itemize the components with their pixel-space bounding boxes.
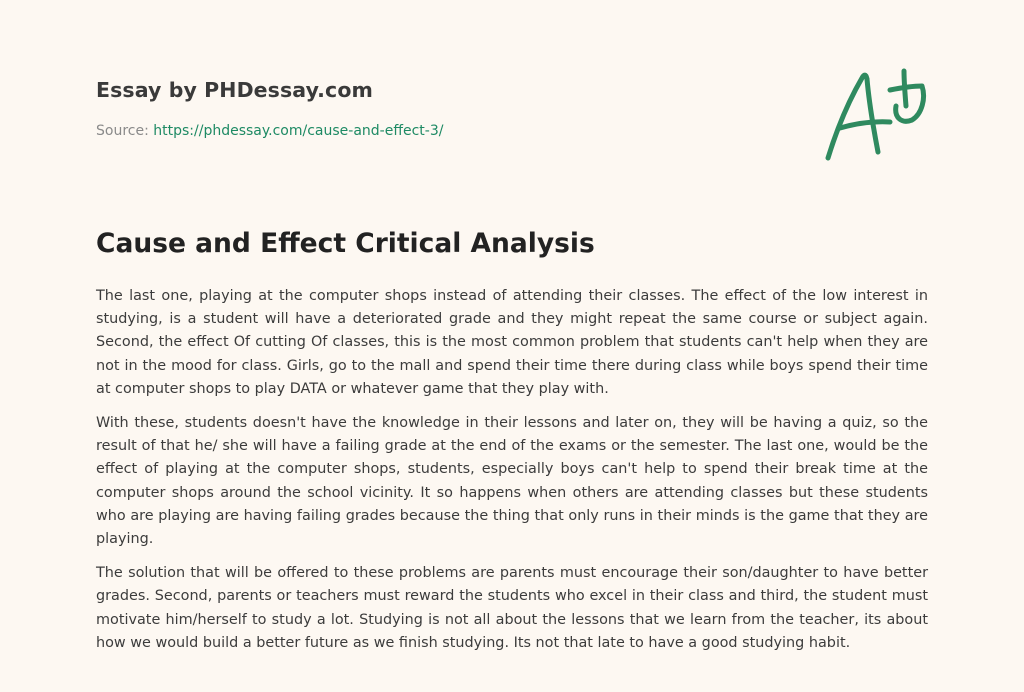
- essay-paragraph: The last one, playing at the computer shops instead of attending their classes. The effect of the low interest in studying, is a student will have a deteriorated grade and they might repeat the same course or subject again. Second, the effect Of cutting Of classes, this is the most common problem that students can't help when they are not in the mood for class. Girls, go to the mall and spend their time there during class while boys spend their time at computer shops to play DATA or whatever game that they play with.: [96, 288, 928, 397]
- essay-paragraph: The solution that will be offered to these problems are parents must encourage their son/daughter to have better grades. Second, parents or teachers must reward the students who excel in their class and third, the student must motivate him/herself to study a lot. Studying is not all about the lessons that we learn from the teacher, its about how we would build a better future as we finish studying. Its not that late to have a good studying habit.: [96, 565, 928, 651]
- source-label: Source:: [96, 123, 149, 139]
- essay-body: [96, 285, 928, 666]
- a-plus-grade-icon: [818, 62, 930, 168]
- site-title: Essay by PHDessay.com: [96, 78, 373, 102]
- source-link[interactable]: https://phdessay.com/cause-and-effect-3/: [153, 123, 444, 139]
- essay-header: [96, 77, 796, 140]
- source-line: [96, 122, 796, 140]
- essay-title: Cause and Effect Critical Analysis: [96, 228, 595, 259]
- essay-paragraph: With these, students doesn't have the knowledge in their lessons and later on, they will be having a quiz, so the result of that he/ she will have a failing grade at the end of the exams or the semester. The last one, would be the effect of playing at the computer shops, students, especially boys can't help to spend their break time at the computer shops around the school vicinity. It so happens when others are attending classes but these students who are playing are having failing grades because the thing that only runs in their minds is the game that they are playing.: [96, 415, 928, 548]
